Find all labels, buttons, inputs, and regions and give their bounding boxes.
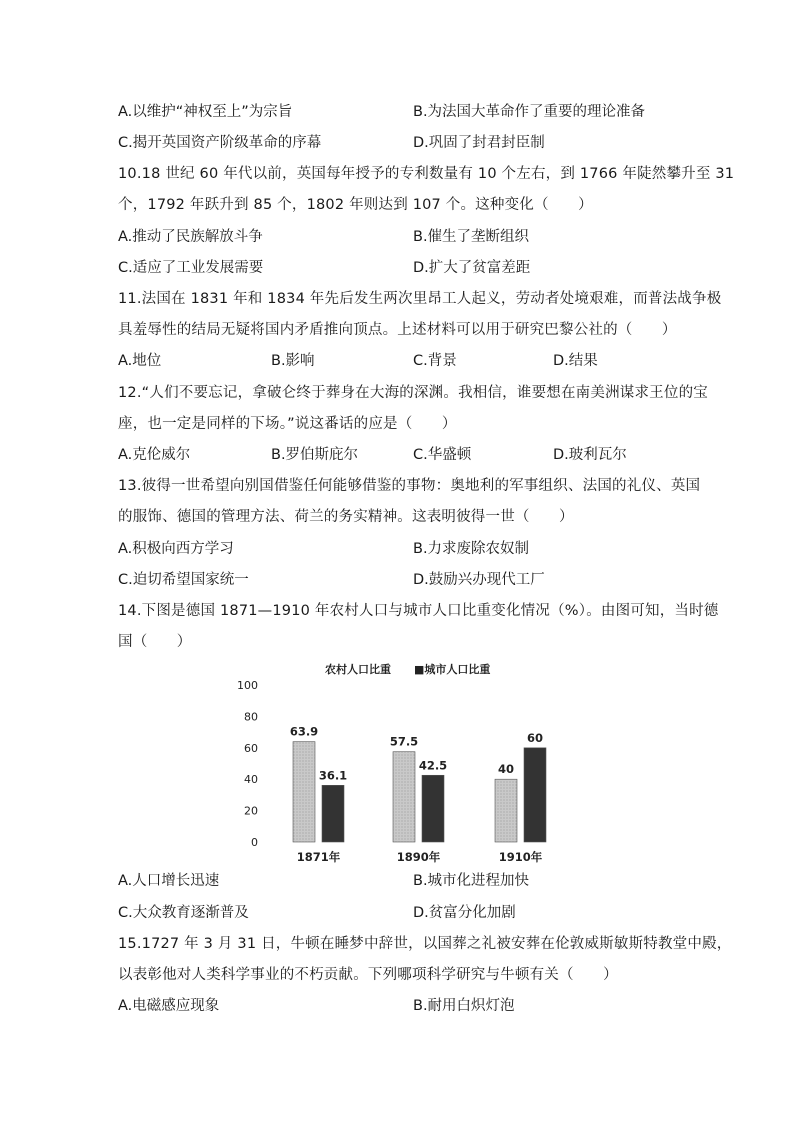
- q10-option-d: D.扩大了贫富差距: [413, 260, 531, 276]
- q11-option-b: B.影响: [271, 353, 315, 369]
- q10-stem-line-1: 10.18 世纪 60 年代以前，英国每年授予的专利数量有 10 个左右，到 1766 年陡然攀升至 31: [118, 166, 735, 182]
- q15-stem-line-1: 15.1727 年 3 月 31 日，牛顿在睡梦中辞世，以国葬之礼被安葬在伦敦威斯敏斯特教堂中殿，: [118, 936, 732, 952]
- q13-option-b: B.力求废除农奴制: [413, 541, 530, 557]
- q14-stem-line-2: 国（ ）: [118, 634, 192, 650]
- bar-urban: [422, 775, 444, 842]
- q14-option-d: D.贫富分化加剧: [413, 905, 516, 921]
- bar-value-label: 42.5: [418, 758, 448, 773]
- y-axis-ticks: [237, 679, 258, 849]
- legend-urban: ■城市人口比重: [414, 663, 491, 676]
- q9-option-b: B.为法国大革命作了重要的理论准备: [413, 104, 646, 120]
- y-tick-label: 40: [244, 773, 258, 787]
- y-tick-label: 80: [244, 710, 258, 724]
- bar-series: [290, 725, 546, 842]
- q11-stem-line-1: 11.法国在 1831 年和 1834 年先后发生两次里昂工人起义，劳动者处境艰难，而普法战争极: [118, 291, 722, 307]
- bar-rural: [495, 779, 517, 842]
- x-tick-label: 1910年: [498, 850, 543, 864]
- bar-rural: [393, 752, 415, 842]
- q9-option-a: A.以维护“神权至上”为宗旨: [118, 104, 293, 120]
- q13-option-a: A.积极向西方学习: [118, 541, 234, 557]
- q10-option-c: C.适应了工业发展需要: [118, 260, 264, 276]
- bar-value-label: 60: [526, 730, 544, 745]
- q12-option-b: B.罗伯斯庇尔: [271, 447, 359, 463]
- q14-stem-line-1: 14.下图是德国 1871—1910 年农村人口与城市人口比重变化情况（%）。由图可知，当时德: [118, 603, 719, 619]
- bar-urban: [524, 748, 546, 842]
- legend-rural: 农村人口比重: [325, 663, 391, 676]
- x-axis-labels: [297, 850, 543, 864]
- q14-option-a: A.人口增长迅速: [118, 873, 220, 889]
- q10-option-b: B.催生了垄断组织: [413, 229, 530, 245]
- q12-option-d: D.玻利瓦尔: [553, 447, 627, 463]
- q10-option-a: A.推动了民族解放斗争: [118, 229, 263, 245]
- q12-stem-line-2: 座，也一定是同样的下场。”说这番话的应是（ ）: [118, 416, 457, 432]
- x-tick-label: 1890年: [396, 850, 441, 864]
- q11-option-a: A.地位: [118, 353, 162, 369]
- q14-option-b: B.城市化进程加快: [413, 873, 530, 889]
- y-tick-label: 60: [244, 741, 258, 755]
- q9-option-d: D.巩固了封君封臣制: [413, 135, 545, 151]
- q12-option-a: A.克伦威尔: [118, 447, 191, 463]
- bar-value-label: 36.1: [318, 768, 348, 783]
- q15-option-a: A.电磁感应现象: [118, 998, 220, 1014]
- bar-value-label: 57.5: [389, 734, 419, 749]
- q13-stem-line-1: 13.彼得一世希望向别国借鉴任何能够借鉴的事物：奥地利的军事组织、法国的礼仪、英国: [118, 478, 701, 494]
- q11-option-c: C.背景: [413, 353, 457, 369]
- q12-stem-line-1: 12.“人们不要忘记，拿破仑终于葬身在大海的深渊。我相信，谁要想在南美洲谋求王位的宝: [118, 385, 708, 401]
- y-tick-label: 100: [237, 679, 258, 692]
- q13-option-c: C.迫切希望国家统一: [118, 572, 249, 588]
- q15-option-b: B.耐用白炽灯泡: [413, 998, 515, 1014]
- x-tick-label: 1871年: [296, 850, 341, 864]
- bar-value-label: 63.9: [289, 724, 319, 739]
- q11-option-d: D.结果: [553, 353, 598, 369]
- q15-stem-line-2: 以表彰他对人类科学事业的不朽贡献。下列哪项科学研究与牛顿有关（ ）: [118, 967, 618, 983]
- q13-stem-line-2: 的服饰、德国的管理方法、荷兰的务实精神。这表明彼得一世（ ）: [118, 509, 574, 525]
- y-tick-label: 0: [251, 836, 258, 849]
- population-bar-chart: [230, 655, 570, 870]
- bar-rural: [293, 742, 315, 842]
- bar-value-label: 40: [497, 762, 515, 777]
- q9-option-c: C.揭开英国资产阶级革命的序幕: [118, 135, 322, 151]
- q10-stem-line-2: 个，1792 年跃升到 85 个，1802 年则达到 107 个。这种变化（ ）: [118, 197, 593, 213]
- q12-option-c: C.华盛顿: [413, 447, 472, 463]
- y-tick-label: 20: [244, 804, 258, 818]
- bar-urban: [322, 785, 344, 842]
- q14-option-c: C.大众教育逐渐普及: [118, 905, 249, 921]
- q13-option-d: D.鼓励兴办现代工厂: [413, 572, 545, 588]
- q11-stem-line-2: 具羞辱性的结局无疑将国内矛盾推向顶点。上述材料可以用于研究巴黎公社的（ ）: [118, 322, 677, 338]
